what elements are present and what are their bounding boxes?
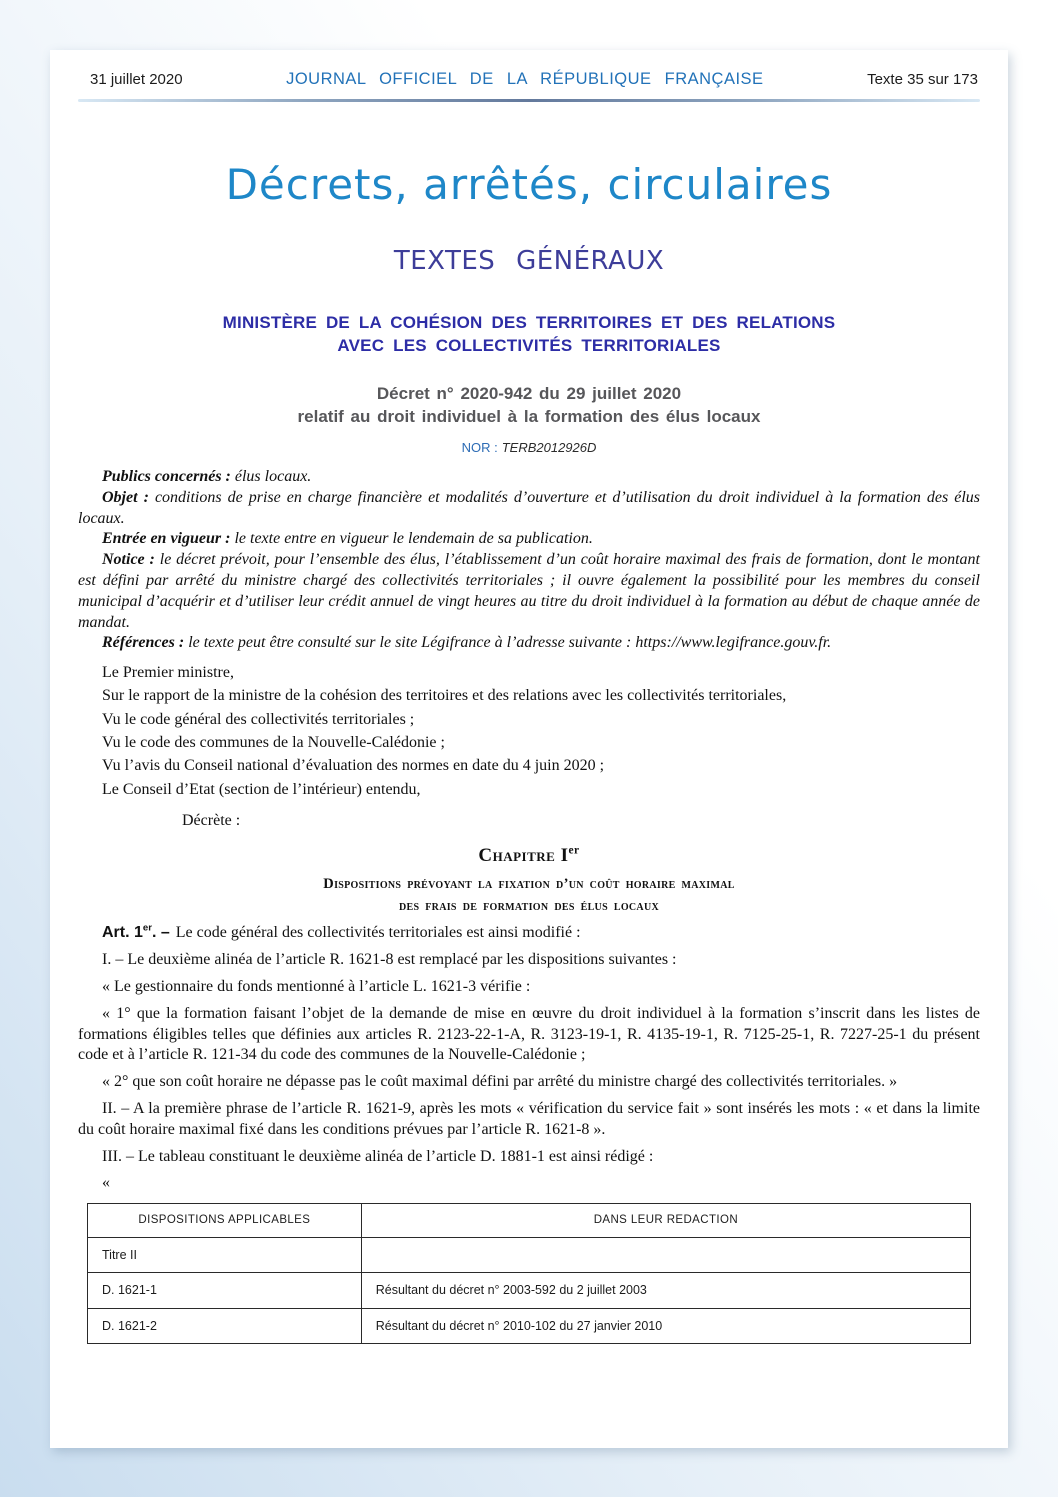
paragraph-I: I. – Le deuxième alinéa de l’article R. 1621-8 est remplacé par les dispositions suivantes : [102,951,677,969]
nor-label: NOR : [461,439,498,455]
paragraph-III: III. – Le tableau constituant le deuxième alinéa de l’article D. 1881-1 est ainsi rédigé : [102,1147,654,1165]
decree-title-line-1: Décret n° 2020-942 du 29 juillet 2020 [376,384,682,404]
table-row [88,1308,971,1343]
texte-number: Texte 35 sur 173 [867,71,978,88]
header-rule [78,99,980,102]
paragraph-gestionnaire: « Le gestionnaire du fonds mentionné à l’article L. 1621-3 vérifie : [102,977,531,995]
decrete-text: Décrète : [182,812,241,830]
preamble-entree-text: le texte entre en vigueur le lendemain de sa publication. [234,530,593,548]
preamble-objet [78,488,980,530]
page-header [78,70,980,89]
table-cell: Résultant du décret n° 2010-102 du 27 janvier 2010 [361,1308,970,1343]
recital-line: Le Conseil d’Etat (section de l’intérieur) entendu, [102,780,421,798]
publication-date: 31 juillet 2020 [90,71,183,88]
article-1-text: Le code général des collectivités territoriales est ainsi modifié : [175,924,581,942]
table-cell: D. 1621-2 [88,1308,362,1343]
preamble-entree-label: Entrée en vigueur : [102,530,231,548]
table-row [88,1273,971,1308]
decree-body [78,467,980,1344]
dispositions-table [87,1203,971,1344]
table-header-redaction: DANS LEUR REDACTION [361,1204,970,1238]
paragraph-1deg: « 1° que la formation faisant l’objet de la demande de mise en œuvre du droit individuel à la formation s’inscrit dans les listes de formations éligibles telles que définies aux articles R. 2123-22-1-A, R. 3123-19-1, R. 4135-19-1, R. 7125-25-1, R. 7227-25-1 du présent code et à l’article R. 121-34 du code des communes de la Nouvelle-Calédonie ; [78,1004,980,1064]
table-cell [361,1238,970,1273]
ministry-line-2: AVEC LES COLLECTIVITÉS TERRITORIALES [337,335,721,355]
article-1-label-tail: . – [151,924,170,942]
recital-line: Vu l’avis du Conseil national d’évaluation des normes en date du 4 juin 2020 ; [102,757,605,775]
preamble-publics-label: Publics concernés : [102,467,231,485]
table-cell: D. 1621-1 [88,1273,362,1308]
chapter-number [78,844,980,869]
preamble-publics-text: élus locaux. [234,467,312,485]
article-1 [78,923,980,944]
article-1-ordinal: er [142,923,152,935]
chapter-subtitle [78,874,980,918]
paragraph-open-quote: « [102,1174,110,1192]
article-1-number: Art. 1 [102,924,143,942]
decrete-line [78,811,980,832]
recital-line: Vu le code des communes de la Nouvelle-Calédonie ; [102,734,445,751]
section-title: TEXTES GÉNÉRAUX [393,246,665,277]
chapter-subtitle-line-2: des frais de formation des élus locaux [399,897,659,914]
preamble-objet-label: Objet : [102,488,149,506]
chapter-subtitle-line-1: Dispositions prévoyant la fixation d’un coût horaire maximal [323,875,735,892]
table-cell: Résultant du décret n° 2003-592 du 2 juillet 2003 [361,1273,970,1308]
article-1-label [102,924,170,941]
paragraph-2deg: « 2° que son coût horaire ne dépasse pas le coût maximal défini par arrêté du ministre chargé des collectivités territoriales. » [102,1073,898,1091]
nor-line [78,440,980,455]
chapter-number-text: Chapitre I [478,845,569,867]
preamble-publics [78,467,980,488]
paragraph-II: II. – A la première phrase de l’article R. 1621-9, après les mots « vérification du service fait » sont insérés les mots : « et dans la limite du coût horaire maximal fixé dans les conditions prévues par l’article R. 1621-8 ». [78,1099,980,1138]
chapter-heading [78,844,980,917]
preamble-objet-text: conditions de prise en charge financière et modalités d’ouverture et d’utilisation du droit individuel à la formation des élus locaux. [78,488,981,527]
preamble [78,467,980,654]
table-header-row [88,1204,971,1238]
table-header-dispositions: DISPOSITIONS APPLICABLES [88,1204,362,1238]
preamble-references-label: Références : [102,634,185,652]
preamble-notice-label: Notice : [102,551,155,569]
preamble-references [78,633,980,654]
decree-title [78,383,980,428]
preamble-notice [78,550,980,633]
journal-title: JOURNAL OFFICIEL DE LA RÉPUBLIQUE FRANÇAISE [286,70,764,88]
chapter-ordinal: er [568,844,580,857]
preamble-notice-text: le décret prévoit, pour l’ensemble des élus, l’établissement d’un coût horaire maximal des frais de formation, dont le montant est défini par arrêté du ministre chargé des collectivités territoriales ; il ouvre également la possibilité pour les membres du conseil municipal d’acquérir et d’utiliser leur crédit annuel de vingt heures au titre du droit individuel à la formation au début de chaque année de mandat. [78,551,981,631]
recital-line: Vu le code général des collectivités territoriales ; [102,710,415,728]
preamble-references-text: le texte peut être consulté sur le site Légifrance à l’adresse suivante : https://www.legifrance.gouv.fr. [188,634,832,652]
table-row [88,1238,971,1273]
recital-line: Le Premier ministre, [102,664,234,682]
table-cell: Titre II [88,1238,362,1273]
articles [78,923,980,1194]
nor-value: TERB2012926D [501,439,597,455]
journal-page [50,50,1008,1448]
decree-title-line-2: relatif au droit individuel à la formation des élus locaux [297,406,761,426]
ministry-line-1: MINISTÈRE DE LA COHÉSION DES TERRITOIRES ET DES RELATIONS [222,313,836,333]
recital-line: Sur le rapport de la ministre de la cohésion des territoires et des relations avec les collectivités territoriales, [102,687,787,705]
preamble-entree [78,529,980,550]
ministry-heading [78,312,980,357]
recitals [78,663,980,800]
document-title: Décrets, arrêtés, circulaires [225,160,833,209]
